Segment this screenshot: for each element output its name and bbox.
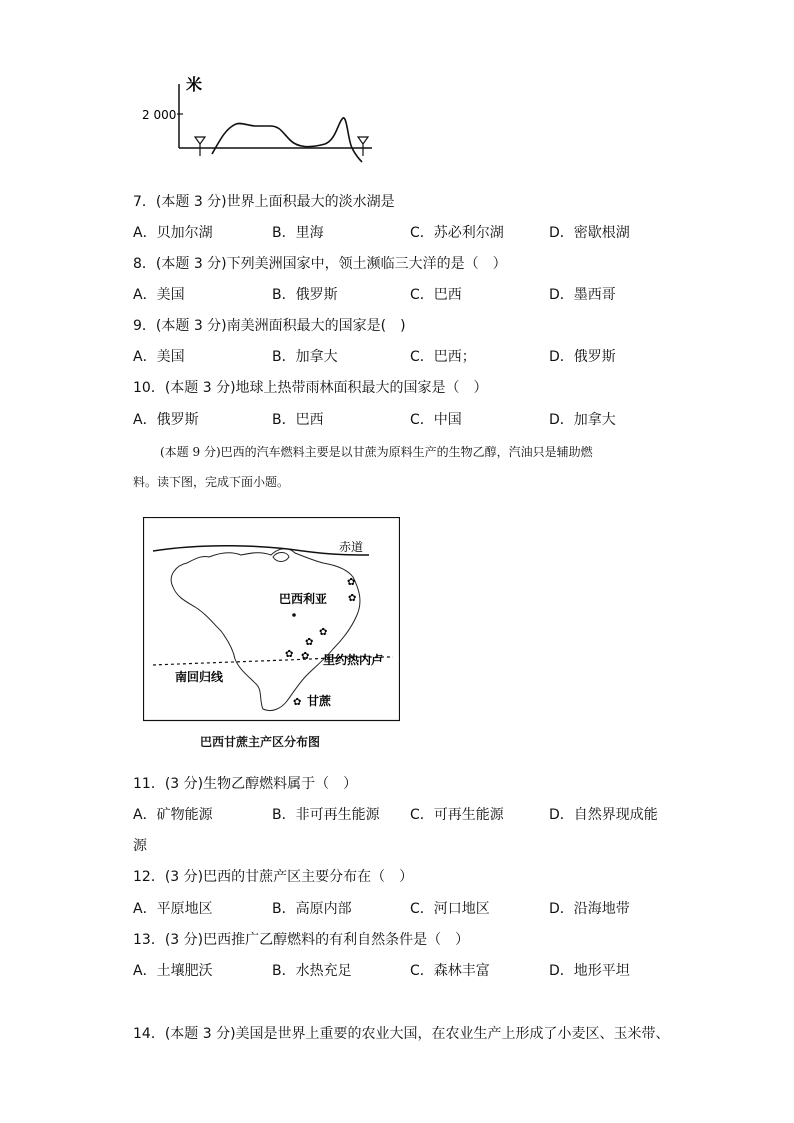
question-14-stem: 14．(本题 3 分)美国是世界上重要的农业大国，在农业生产上形成了小麦区、玉米带、 [133,1026,670,1042]
sugarcane-icon: ✿ [319,627,328,638]
option-b[interactable]: B．水热充足 [272,963,352,979]
option-b[interactable]: B．俄罗斯 [272,287,338,303]
option-d[interactable]: D．俄罗斯 [549,349,616,365]
question-11-stem: 11．(3 分)生物乙醇燃料属于（ ） [133,776,358,792]
option-d[interactable]: D．加拿大 [549,412,616,428]
tropic-label: 南回归线 [175,670,224,684]
option-c[interactable]: C．河口地区 [410,901,490,917]
option-a[interactable]: A．平原地区 [133,901,213,917]
option-b[interactable]: B．巴西 [272,412,324,428]
sugarcane-icon: ✿ [301,651,310,662]
option-a[interactable]: A．土壤肥沃 [133,963,213,979]
left-marker-icon [195,137,205,144]
brasilia-label: 巴西利亚 [279,592,328,606]
option-b[interactable]: B．高原内部 [272,901,352,917]
question-12-stem: 12．(3 分)巴西的甘蔗产区主要分布在（ ） [133,869,414,885]
terrain-profile-line [212,118,362,162]
terrain-profile-figure [130,70,390,165]
y-axis-unit: 米 [186,75,203,94]
option-b[interactable]: B．里海 [272,225,324,241]
legend-label: 甘蔗 [307,694,332,708]
map-caption: 巴西甘蔗主产区分布图 [200,735,321,749]
option-d[interactable]: D．地形平坦 [549,963,630,979]
question-13-stem: 13．(3 分)巴西推广乙醇燃料的有利自然条件是（ ） [133,932,470,948]
option-a[interactable]: A．俄罗斯 [133,412,199,428]
option-d-wrap: 源 [133,838,147,854]
brasilia-dot [292,613,296,617]
option-d[interactable]: D．沿海地带 [549,901,630,917]
question-7-stem: 7．(本题 3 分)世界上面积最大的淡水湖是 [133,194,395,210]
option-a[interactable]: A．矿物能源 [133,807,213,823]
sugarcane-icon: ✿ [285,649,294,660]
option-a[interactable]: A．美国 [133,287,185,303]
option-c[interactable]: C．巴西； [410,349,476,365]
option-d[interactable]: D．密歇根湖 [549,225,630,241]
sugarcane-icon: ✿ [305,637,314,648]
option-a[interactable]: A．贝加尔湖 [133,225,213,241]
equator-label: 赤道 [339,540,364,554]
legend-sugarcane-icon: ✿ [293,697,302,708]
right-marker-icon [358,137,368,144]
intro-line-2: 料。读下图，完成下面小题。 [133,475,290,489]
option-c[interactable]: C．苏必利尔湖 [410,225,504,241]
question-8-stem: 8．(本题 3 分)下列美洲国家中，领土濒临三大洋的是（ ） [133,256,507,272]
option-d[interactable]: D．墨西哥 [549,287,616,303]
option-c[interactable]: C．森林丰富 [410,963,490,979]
option-d[interactable]: D．自然界现成能 [549,807,658,823]
y-tick-label: 2 000 [142,108,177,122]
option-b[interactable]: B．加拿大 [272,349,338,365]
sugarcane-icon: ✿ [347,577,356,588]
question-10-stem: 10．(本题 3 分)地球上热带雨林面积最大的国家是（ ） [133,380,488,396]
option-b[interactable]: B．非可再生能源 [272,807,380,823]
option-c[interactable]: C．中国 [410,412,462,428]
rio-label: 里约热内卢 [323,653,384,667]
option-a[interactable]: A．美国 [133,349,185,365]
intro-line-1: (本题 9 分)巴西的汽车燃料主要是以甘蔗为原料生产的生物乙醇，汽油只是辅助燃 [160,445,593,459]
brazil-sugarcane-map [143,517,400,722]
question-9-stem: 9．(本题 3 分)南美洲面积最大的国家是( ) [133,318,406,334]
option-c[interactable]: C．可再生能源 [410,807,504,823]
sugarcane-icon: ✿ [348,593,357,604]
option-c[interactable]: C．巴西 [410,287,462,303]
